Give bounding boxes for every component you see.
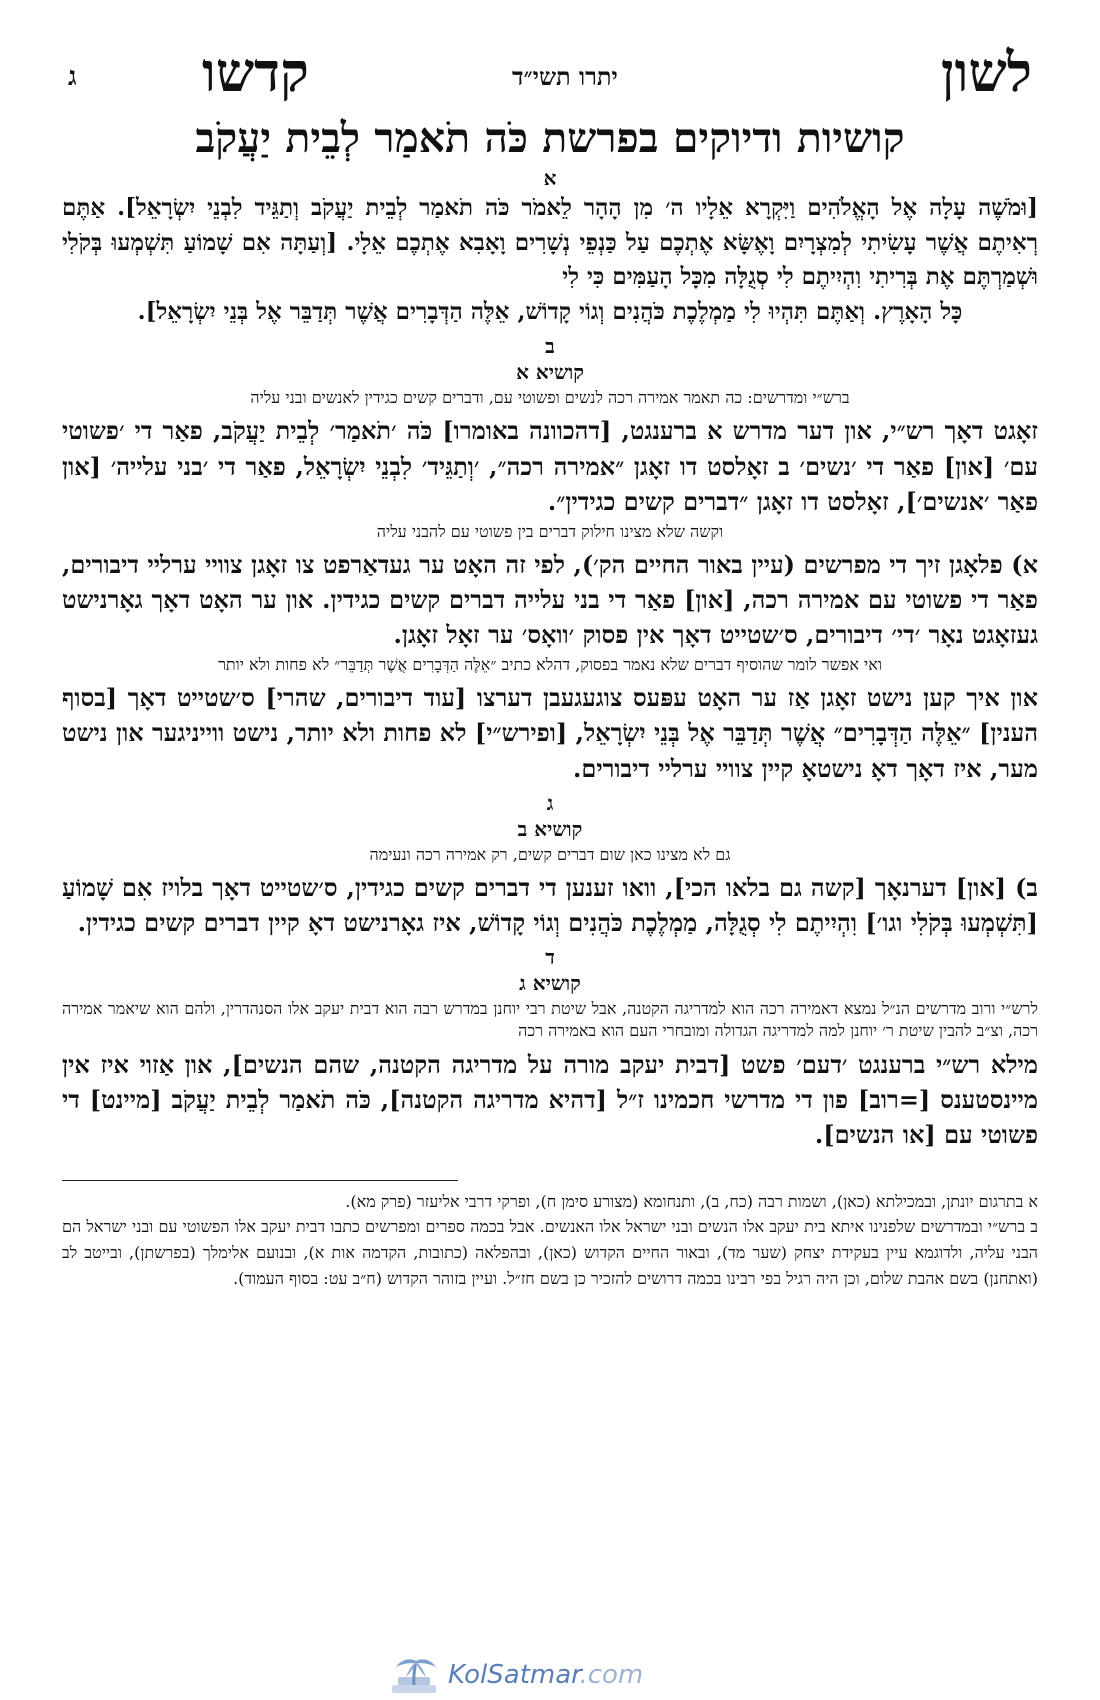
body-paragraph: זאָגט דאָך רש״י, און דער מדרש א ברענגט, [דהכוונה באומרו] כֹּה ׳תֹאמַר׳ לְבֵית יַעֲקֹב, פאַר די ׳פשוטי עם׳ [און] פאַר די ׳נשים׳ ב זאָלסט דו זאָגן ״אמירה רכה״, ׳וְתַגֵּיד׳ לִבְנֵי יִשְׂרָאֵל, פאַר די ׳בני עלייה׳ [און פאַר ׳אנשים׳], זאָלסט דו זאָגן ״דברים קשים כגידין״. xyxy=(62,416,1038,516)
footnote-b: ב ברש״י ובמדרשים שלפנינו איתא בית יעקב אלו הנשים ובני ישראל אלו האנשים. אבל בכמה ספרים ומפרשים כתבו דבית יעקב אלו הפשוטי עם ובני ישראל הם הבני עליה, ולדוגמא עיין בעקידת יצחק (שער מד), ובאור החיים הקדוש (כאן), ובהפלאה (כתובות, הקדמה אות א), ובנועם אלימלך (בפרשתן), ובייטב לב (ואתחנן) בשם אהבת שלום, וכן היה רגיל בפי רבינו בכמה דרושים להזכיר כן בשם חז״ל. ועיין בזוהר הקדוש (ח״ב עט: בסוף העמוד). xyxy=(62,1217,1038,1288)
header-kodsho: קדשו xyxy=(202,40,309,104)
section-marker-a: א xyxy=(543,166,557,191)
kushya-heading-2: קושיא ב xyxy=(517,816,583,841)
body-paragraph: ב) [און] דערנאָך [קשה גם בלאו הכי], וואו זענען די דברים קשים כגידין, ס׳שטייט דאָך בלויז אִם שָׁמוֹעַ [תִּשְׁמְעוּ בְּקֹלִי וגו׳] וִהְיִיתֶם לִי סְגֻלָּה, מַמְלֶכֶת כֹּהֲנִים וְגוֹי קָדוֹשׁ, איז גאָרנישט דאָ קיין דברים קשים כגידין. xyxy=(62,872,1039,937)
summary-line: ברש״י ומדרשים: כה תאמר אמירה רכה לנשים ופשוטי עם, ודברים קשים כגידין לאנשים ובני עליה xyxy=(250,388,850,408)
document-page xyxy=(62,40,1038,1291)
footnote-divider xyxy=(62,1180,458,1181)
watermark-text: KolSatmar.com xyxy=(448,1660,644,1690)
body-paragraph: מילא רש״י ברענגט ׳דעם׳ פשט [דבית יעקב מורה על מדריגה הקטנה, שהם הנשים], און אַזוי איז אין מיינסטענס [=רוב] פון די מדרשי חכמינו ז״ל [דהיא מדריגה הקטנה], כֹּה תֹאמַר לְבֵית יַעֲקֹב [מיינט] די פשוטי עם [או הנשים]. xyxy=(62,1049,1039,1149)
page-title: קושיות ודיוקים בפרשת כֹּה תֹאמַר לְבֵית יַעֲקֹב xyxy=(195,114,905,162)
summary-line: גם לא מצינו כאן שום דברים קשים, רק אמירה רכה ונעימה xyxy=(369,844,731,864)
summary-line: לרש״י ורוב מדרשים הנ״ל נמצא דאמירה רכה הוא למדריגה הקטנה, אבל שיטת רבי יוחנן במדרש רבה הוא דבית יעקב אלו הסנהדרין, ולהם הוא שיאמר אמירה רכה, וצ״ב להבין שיטת ר׳ יוחנן למה למדריגה הגדולה ומובחרי העם הוא באמירה רכה xyxy=(62,999,1038,1041)
kushya-heading-3: קושיא ג xyxy=(519,971,581,995)
kushya-heading-1: קושיא א xyxy=(516,360,584,385)
summary-line: וקשה שלא מצינו חילוק דברים בין פשוטי עם להבני עליה xyxy=(376,521,724,541)
site-watermark xyxy=(388,1654,648,1696)
body-paragraph: א) פלאָגן זיך די מפרשים (עיין באור החיים הק׳), לפי זה האָט ער געדאַרפט צו זאָגן צוויי ערליי דיבורים, פאַר די פשוטי עם אמירה רכה, [און] פאַר די בני עלייה דברים קשים כגידין. און ער האָט דאָך גאָרנישט געזאָגט נאָר ׳די׳ דיבורים, ס׳שטייט דאָך אין פסוק ׳וואָס׳ ער זאָל זאָגן. xyxy=(62,549,1038,650)
body-paragraph: און איך קען נישט זאָגן אַז ער האָט עפּעס צוגעגעבן דערצו [עוד דיבורים, שהרי] ס׳שטייט דאָך [בסוף הענין] ״אֵלֶּה הַדְּבָרִים״ אֲשֶׁר תְּדַבֵּר אֶל בְּנֵי יִשְׂרָאֵל, [ופירש״י] לא פחות ולא יותר, נישט ווייניגער און נישט מער, איז דאָך דאָ נישטאָ קיין צוויי ערליי דיבורים. xyxy=(62,683,1038,783)
page-number: ג xyxy=(68,62,77,92)
pasuk-text: [וּמֹשֶׁה עָלָה אֶל הָאֱלֹהִים וַיִּקְרָא אֵלָיו ה׳ מִן הָהָר לֵאמֹר כֹּה תֹאמַר לְבֵית יַעֲקֹב וְתַגֵּיד לִבְנֵי יִשְׂרָאֵל]. אַתֶּם רְאִיתֶם אֲשֶׁר עָשִׂיתִי לְמִצְרָיִם וָאֶשָּׂא אֶתְכֶם עַל כַּנְפֵי נְשָׁרִים וָאָבִא אֶתְכֶם אֵלָי. [וְעַתָּה אִם שָׁמוֹעַ תִּשְׁמְעוּ בְּקֹלִי וּשְׁמַרְתֶּם אֶת בְּרִיתִי וִהְיִיתֶם לִי סְגֻלָּה מִכָּל הָעַמִּים כִּי לִי xyxy=(62,194,1038,291)
section-marker-d: ד xyxy=(545,945,555,969)
section-marker-b: ב xyxy=(545,334,555,359)
header-lashon: לשון xyxy=(940,40,1032,104)
palm-tree-logo-icon xyxy=(388,1655,440,1695)
footnote-a: א בתרגום יונתן, ובמכילתא (כאן), ושמות רבה (כח, ב), ותנחומא (מצורע סימן ח), ופרקי דרבי אליעזר (פרק מא). xyxy=(345,1191,1038,1211)
running-header xyxy=(62,40,1038,110)
pasuk-text-end: כָּל הָאָרֶץ. וְאַתֶּם תִּהְיוּ לִי מַמְלֶכֶת כֹּהֲנִים וְגוֹי קָדוֹשׁ, אֵלֶּה הַדְּבָרִים אֲשֶׁר תְּדַבֵּר אֶל בְּנֵי יִשְׂרָאֵל]. xyxy=(137,297,963,325)
summary-line: ואי אפשר לומר שהוסיף דברים שלא נאמר בפסוק, דהלא כתיב ״אֵלֶּה הַדְּבָרִים אֲשֶׁר תְּדַבֵּר״ לא פחות ולא יותר xyxy=(218,655,882,675)
header-parsha-year: יתרו תשי״ד xyxy=(512,62,618,91)
section-marker-c: ג xyxy=(546,790,554,815)
